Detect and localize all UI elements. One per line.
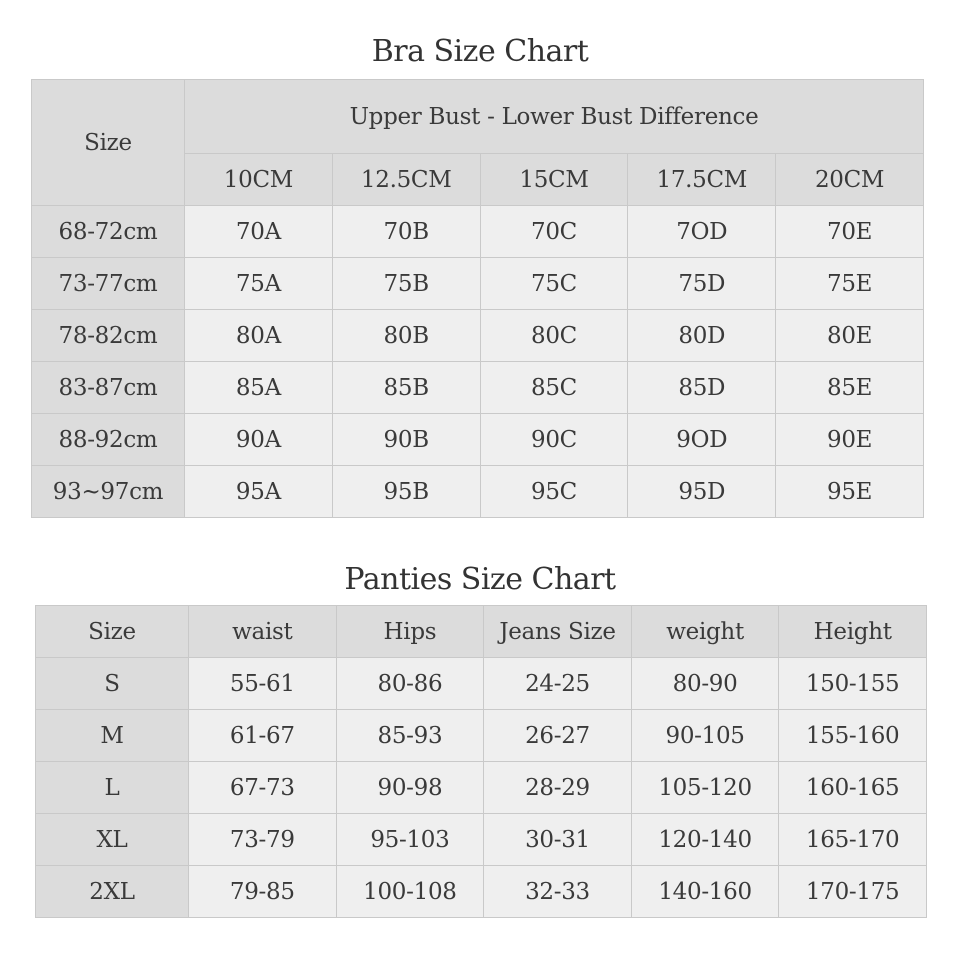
panties-column-header: Size	[36, 606, 189, 658]
bra-cell: 70A	[185, 206, 333, 258]
panties-cell: 90-105	[631, 710, 779, 762]
panties-cell: 120-140	[631, 814, 779, 866]
bra-difference-header: Upper Bust - Lower Bust Difference	[185, 80, 924, 154]
bra-cell: 80D	[628, 310, 776, 362]
bra-cell: 75E	[776, 258, 924, 310]
bra-cell: 90A	[185, 414, 333, 466]
bra-cell: 9OD	[628, 414, 776, 466]
bra-cell: 95C	[480, 466, 628, 518]
bra-cell: 70B	[332, 206, 480, 258]
bra-cell: 95D	[628, 466, 776, 518]
panties-cell: 73-79	[189, 814, 337, 866]
panties-column-header: Height	[779, 606, 927, 658]
bra-row-label: 73-77cm	[32, 258, 185, 310]
panties-cell: 165-170	[779, 814, 927, 866]
bra-cell: 85D	[628, 362, 776, 414]
bra-column-header: 20CM	[776, 154, 924, 206]
bra-cell: 95E	[776, 466, 924, 518]
panties-cell: 67-73	[189, 762, 337, 814]
panties-cell: 61-67	[189, 710, 337, 762]
bra-cell: 80E	[776, 310, 924, 362]
panties-row-label: 2XL	[36, 866, 189, 918]
bra-size-header: Size	[32, 80, 185, 206]
panties-cell: 30-31	[484, 814, 632, 866]
bra-cell: 90E	[776, 414, 924, 466]
panties-column-header: Hips	[336, 606, 484, 658]
panties-cell: 160-165	[779, 762, 927, 814]
bra-cell: 75C	[480, 258, 628, 310]
panties-cell: 80-86	[336, 658, 484, 710]
panties-cell: 100-108	[336, 866, 484, 918]
bra-column-header: 17.5CM	[628, 154, 776, 206]
panties-cell: 90-98	[336, 762, 484, 814]
panties-cell: 155-160	[779, 710, 927, 762]
bra-cell: 85B	[332, 362, 480, 414]
panties-header-row	[36, 606, 927, 658]
bra-cell: 80A	[185, 310, 333, 362]
bra-cell: 95B	[332, 466, 480, 518]
bra-table-row	[32, 362, 924, 414]
panties-cell: 55-61	[189, 658, 337, 710]
bra-size-table	[31, 79, 924, 518]
panties-row-label: XL	[36, 814, 189, 866]
bra-row-label: 68-72cm	[32, 206, 185, 258]
bra-cell: 70E	[776, 206, 924, 258]
bra-cell: 75D	[628, 258, 776, 310]
panties-cell: 24-25	[484, 658, 632, 710]
bra-cell: 95A	[185, 466, 333, 518]
panties-table-row	[36, 762, 927, 814]
panties-cell: 32-33	[484, 866, 632, 918]
panties-row-label: S	[36, 658, 189, 710]
bra-row-label: 93~97cm	[32, 466, 185, 518]
bra-cell: 75B	[332, 258, 480, 310]
bra-cell: 7OD	[628, 206, 776, 258]
bra-row-label: 88-92cm	[32, 414, 185, 466]
bra-table-row	[32, 310, 924, 362]
bra-cell: 85A	[185, 362, 333, 414]
panties-column-header: waist	[189, 606, 337, 658]
panties-table-row	[36, 866, 927, 918]
panties-cell: 150-155	[779, 658, 927, 710]
bra-row-label: 78-82cm	[32, 310, 185, 362]
panties-table-row	[36, 658, 927, 710]
bra-cell: 85C	[480, 362, 628, 414]
panties-cell: 26-27	[484, 710, 632, 762]
panties-cell: 95-103	[336, 814, 484, 866]
bra-size-chart-title: Bra Size Chart	[371, 34, 589, 69]
panties-cell: 80-90	[631, 658, 779, 710]
panties-column-header: Jeans Size	[484, 606, 632, 658]
panties-size-chart-title: Panties Size Chart	[344, 562, 616, 597]
bra-cell: 90B	[332, 414, 480, 466]
panties-size-table	[35, 605, 927, 918]
panties-cell: 170-175	[779, 866, 927, 918]
panties-table-row	[36, 710, 927, 762]
bra-table-row	[32, 258, 924, 310]
bra-table-row	[32, 466, 924, 518]
panties-column-header: weight	[631, 606, 779, 658]
panties-row-label: M	[36, 710, 189, 762]
panties-cell: 140-160	[631, 866, 779, 918]
bra-cell: 70C	[480, 206, 628, 258]
bra-table-row	[32, 206, 924, 258]
panties-cell: 105-120	[631, 762, 779, 814]
bra-table-row	[32, 414, 924, 466]
bra-cell: 80C	[480, 310, 628, 362]
panties-cell: 85-93	[336, 710, 484, 762]
bra-cell: 85E	[776, 362, 924, 414]
bra-cell: 90C	[480, 414, 628, 466]
panties-cell: 79-85	[189, 866, 337, 918]
panties-table-row	[36, 814, 927, 866]
bra-column-header: 15CM	[480, 154, 628, 206]
bra-cell: 80B	[332, 310, 480, 362]
bra-row-label: 83-87cm	[32, 362, 185, 414]
bra-column-header: 12.5CM	[332, 154, 480, 206]
bra-cell: 75A	[185, 258, 333, 310]
bra-column-header: 10CM	[185, 154, 333, 206]
panties-cell: 28-29	[484, 762, 632, 814]
panties-row-label: L	[36, 762, 189, 814]
